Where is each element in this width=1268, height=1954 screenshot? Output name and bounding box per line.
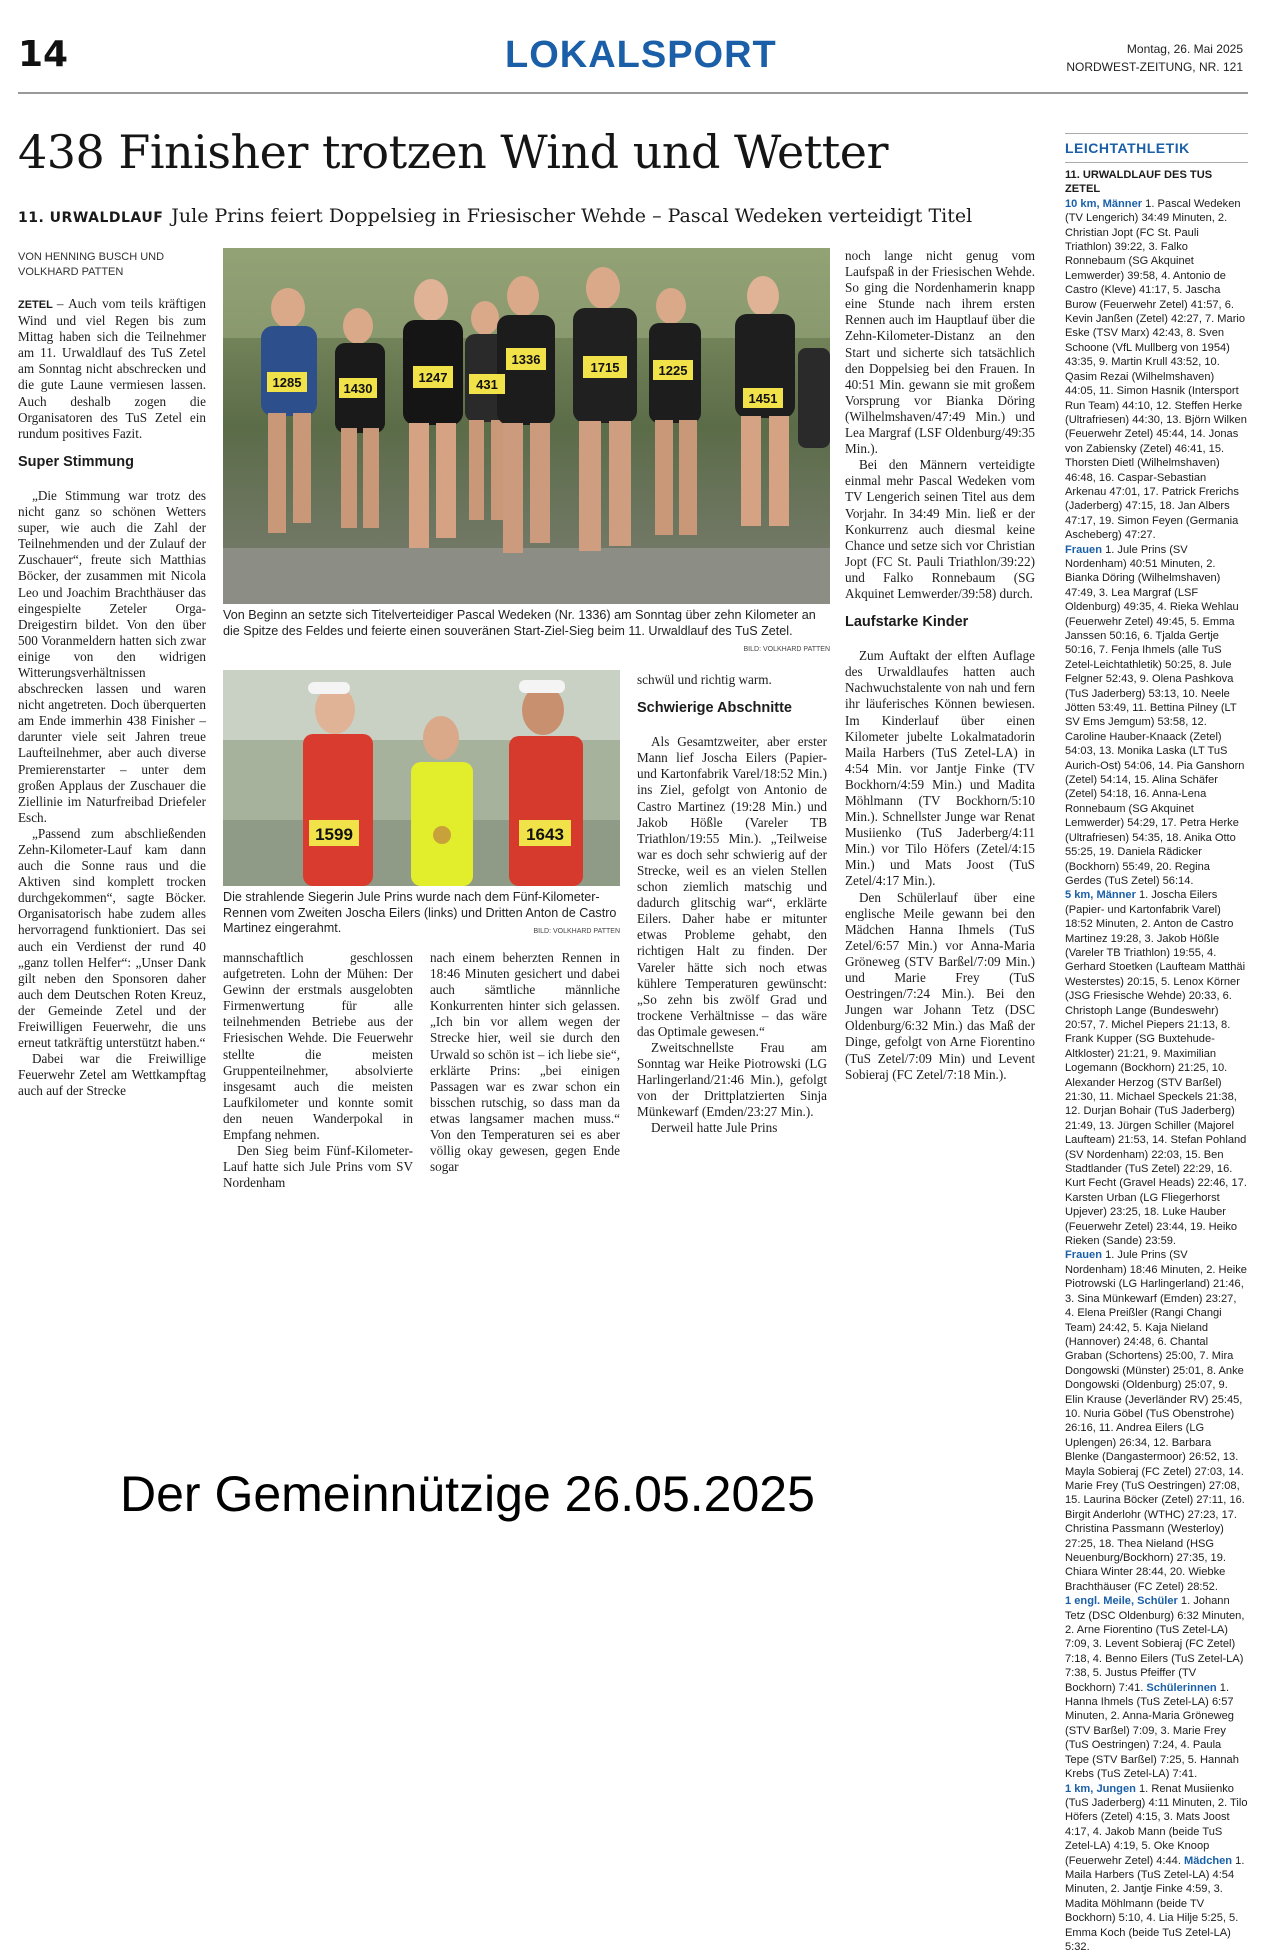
results-category: Frauen (1065, 1249, 1102, 1261)
paragraph: Den Schülerlauf über eine englische Meile gewann bei den Mädchen Hanna Ihmels (TuS Zetel/6:57 Min.) vor Anna-Maria Gröneweg (STV Barßel/7:09 Min.) und Marie Frey (TuS Oestringen/7:24 Min.). Bei den Jungen war Johann Tetz (DSC Oldenburg/6:32 Min.) das Maß der Dinge, gefolgt von Arne Fiorentino (TuS Zetel/7:09 Min) und Levent Sobieraj (FC Zetel/7:18 Min.). (845, 890, 1035, 1083)
results-list (1065, 168, 1248, 1954)
paragraph: ZETEL – Auch vom teils kräftigen Wind und viel Regen bis zum Mittag haben sich die Teilnehmer am 11. Urwaldlauf des TuS Zetel am Sonntag nicht abschrecken und die gute Laune vermiesen lassen. Auch deshalb zogen die Organisatoren des TuS Zetel ein rundum positives Fazit. (18, 296, 206, 442)
results-category: Mädchen (1184, 1855, 1232, 1867)
sidebar-divider (1065, 133, 1248, 134)
photo-runners (223, 248, 830, 604)
article-column-3 (430, 950, 620, 1175)
photo-runners-image (223, 248, 830, 604)
results-block (1065, 1782, 1248, 1954)
paragraph: Den Sieg beim Fünf-Kilometer-Lauf hatte sich Jule Prins vom SV Nordenham (223, 1143, 413, 1191)
photo-credit: BILD: VOLKHARD PATTEN (744, 642, 830, 658)
issue-date: Montag, 26. Mai 2025 (1066, 40, 1243, 58)
paragraph: Derweil hatte Jule Prins (637, 1120, 827, 1136)
article-column-2 (223, 950, 413, 1191)
results-block (1065, 197, 1248, 543)
paragraph: Als Gesamtzweiter, aber erster Mann lief Joscha Eilers (Papier- und Kartonfabrik Varel/18:52 Min.) ins Ziel, gefolgt von Antonio de Castro Martinez (19:28 Min.) und Jakob Hößle (Vareler TB Triathlon/19:55 Min.). „Teilweise war es doch sehr schwierig auf der Strecke, weil es an vielen Stellen schon ziemlich matschig und dadurch glitschig war“, erklärte Eilers. Daher habe er mitunter etwas Probleme gehabt, den richtigen Halt zu finden. Der Vareler hätte sich noch etwas kühlere Temperaturen gewünscht: „So zehn bis zwölf Grad und trockene Verhältnisse – das wäre das Optimale gewesen.“ (637, 734, 827, 1040)
paragraph: Zum Auftakt der elften Auflage des Urwaldlaufes hatten auch Nachwuchstalente von nah und fern ihr läuferisches Können bewiesen. Im Kinderlauf über einen Kilometer jubelte Lokalmatadorin Maila Harbers (TuS Zetel-LA) in 4:54 Min. vor Jantje Finke (TV Bockhorn/4:59 Min.) und Madita Möhlmann (TV Bockhorn/5:10 Min.). Schnellster Junge war Renat Musiienko (TuS Jaderberg/4:11 Min.) vor Tilo Höfers (Zetel/4:15 Min.) und Mats Joost (TuS Zetel/4:17 Min.). (845, 648, 1035, 889)
results-category: Schülerinnen (1146, 1682, 1216, 1694)
article-column-5 (845, 248, 1035, 1083)
page-number: 14 (18, 34, 68, 75)
paragraph: Dabei war die Freiwillige Feuerwehr Zetel am Wettkampftag auch auf der Strecke (18, 1051, 206, 1099)
paragraph: „Die Stimmung war trotz des nicht ganz so schönen Wetters super, wie auch die Zahl der Teilnehmenden und der Zulauf der Zuschauer“, freute sich Matthias Böcker, der zusammen mit Nicola Leo und Joachim Brachthäuser das eingespielte Zeteler Orga-Dreigestirn bildet. Von den über 500 Voranmeldern hatten sich zwar einige von den widrigen Witterungsverhältnissen abschrecken lassen und waren nicht angetreten. Doch überquerten am Ende immerhin 438 Finisher – darunter viele seit Jahren treue Laufteilnehmer, aber auch diverse Premierenstarter – unter dem großen Applaus der Zuschauer die Ziellinie im Naturfreibad Driefeler Esch. (18, 488, 206, 826)
paragraph: Bei den Männern verteidigte einmal mehr Pascal Wedeken vom TV Lengerich seinen Titel aus dem Vorjahr. In 34:49 Min. ließ er der Konkurrenz auch diesmal keine Chance und setze sich vor Christian Jopt (FC St. Pauli Triathlon/39:22) und Falko Ronnebaum (SG Akquinet Lemwerder/39:58) durch. (845, 457, 1035, 602)
results-text: 1. Hanna Ihmels (TuS Zetel-LA) 6:57 Minuten, 2. Anna-Maria Gröneweg (STV Barßel) 7:09, 3. Marie Frey (TuS Oestringen) 7:24, 4. Paula Tepe (STV Barßel) 7:25, 5. Hannah Krebs (TuS Zetel-LA) 7:41. (1065, 1682, 1239, 1780)
results-heading: 11. URWALDLAUF DES TUS ZETEL (1065, 168, 1248, 197)
article-subhead (18, 205, 1028, 227)
results-category: Frauen (1065, 544, 1102, 556)
results-category: 1 engl. Meile, Schüler (1065, 1595, 1178, 1607)
bib-number: 1599 (315, 825, 353, 844)
results-block (1065, 888, 1248, 1248)
subheading-laufstarke-kinder: Laufstarke Kinder (845, 614, 1035, 630)
photo-winners-caption (223, 890, 620, 940)
sidebar-title: LEICHTATHLETIK (1065, 140, 1190, 156)
results-text: 1. Jule Prins (SV Nordenham) 40:51 Minuten, 2. Bianka Döring (Wilhelmshaven) 47:49, 3. Lea Margraf (LSF Oldenburg) 49:35, 4. Rieka Wehlau (Feuerwehr Zetel) 49:45, 5. Emma Janssen 50:16, 6. Tjalda Gertje 50:16, 7. Fenja Ihmels (alle TuS Zetel-Leichtathletik) 50:25, 8. Jule Felgner 52:43, 9. Olena Pashkova (TuS Jaderberg) 53:13, 10. Neele Jötten 53:49, 11. Bettina Pilney (LT SV Ems Jemgum) 53:58, 12. Caroline Hauber-Knaack (Zetel) 54:03, 13. Monika Laska (LT TuS Aurich-Ost) 54:06, 14. Pia Ganshorn (Zetel) 54:14, 15. Alina Schäfer (Zetel) 54:18, 16. Anna-Lena Ronnebaum (SG Akquinet Lemwerder) 54:29, 17. Petra Herke (Ultrafriesen) 54:35, 18. Anika Otto 55:25, 19. Daniela Rädicker (Bockhorn) 55:49, 20. Regina Gerdes (TuS Zetel) 56:14. (1065, 544, 1244, 887)
paragraph: „Passend zum abschließenden Zehn-Kilometer-Lauf kam dann auch die Sonne raus und die Aktiven sind komplett trocken durchgekommen“, sagte Böcker. Organisatorisch habe zudem alles hervorragend funktioniert. Das sei auch ein Verdienst der rund 40 „ganz tollen Helfer“: „Unser Dank gilt neben den Sponsoren daher auch dem Deutschen Roten Kreuz, der Gemeinde Zetel und der Freiwilligen Feuerwehr, die uns erneut tatkräftig unterstützt haben.“ (18, 826, 206, 1051)
bib-number: 1247 (419, 370, 448, 385)
paragraph: nach einem beherzten Rennen in 18:46 Minuten gesichert und dabei auch sämtliche männliche Konkurrenten hinter sich gelassen. „Ich bin vor allem wegen der Strecke hier, weil sie durch den Urwald so schön ist – ich liebe sie“, erklärte Prins: „bei einigen Passagen war es zwar schon ein bisschen rutschig, so dass man da etwas langsamer machen muss.“ Von den Temperaturen sei es aber völlig okay gewesen, gegen Ende sogar (430, 950, 620, 1175)
results-text: 1. Joscha Eilers (Papier- und Kartonfabrik Varel) 18:52 Minuten, 2. Anton de Castro Martinez 19:28, 3. Jakob Hößle (Vareler TB Triathlon) 19:55, 4. Gerhard Stoetken (Laufteam Matthäi Westerstes) 20:15, 5. Lenox Körner (JSG Friesische Wehde) 20:33, 6. Christoph Lange (Bundeswehr) 20:57, 7. Michel Piepers 21:13, 8. Frank Kupper (SG Buxtehude-Altkloster) 21:21, 9. Maximilian Logemann (Bockhorn) 21:25, 10. Alexander Herzog (STV Barßel) 21:30, 11. Michael Speckels 21:38, 12. Durjan Bohair (TuS Jaderberg) 21:49, 13. Jürgen Schiller (Majorel Laufteam) 21:53, 14. Stefan Pohland (SV Nordenham) 22:03, 15. Ben Stadtlander (TuS Zetel) 22:29, 16. Kurt Fecht (Gravel Heads) 22:46, 17. Karsten Urban (LG Fliegerhorst Upjever) 23:25, 18. Luke Hauber (Feuerwehr Zetel) 23:44, 19. Heiko Rieken (Sande) 23:59. (1065, 889, 1247, 1247)
subheading-super-stimmung: Super Stimmung (18, 454, 206, 470)
bib-number: 1336 (512, 352, 541, 367)
paragraph: Zweitschnellste Frau am Sonntag war Heike Piotrowski (LG Harlingerland/21:46 Min.), gefolgt von der Drittplatzierten Sinja Münkewarf (Emden/23:27 Min.). (637, 1040, 827, 1120)
results-text: 1. Jule Prins (SV Nordenham) 18:46 Minuten, 2. Heike Piotrowski (LG Harlingerland) 21:46, 3. Sina Münkewarf (Emden) 23:27, 4. Elena Preißler (Rangi Changi Team) 24:42, 5. Kaja Nieland (Hannover) 24:48, 6. Chantal Graban (Schortens) 25:00, 7. Mira Dongowski (Münster) 25:01, 8. Anke Dongowski (Oldenburg) 25:07, 9. Elin Krause (Jeverländer RV) 25:45, 10. Nuria Göbel (TuS Obenstrohe) 26:16, 11. Andrea Eilers (LG Uplengen) 26:34, 12. Barbara Blenke (Dangastermoor) 26:52, 13. Mayla Sobieraj (FC Zetel) 27:03, 14. Marie Frey (TuS Oestringen) 27:08, 15. Laurina Böcker (Zetel) 27:11, 16. Birgit Anderlohr (WTHC) 27:23, 17. Christina Passmann (Westerloy) 27:25, 18. Thea Nieland (HSG Neuenburg/Bockhorn) 27:35, 19. Chiara Winter 28:44, 20. Wiebke Brachthäuser (FC Zetel) 28:52. (1065, 1249, 1247, 1592)
bib-number: 1225 (659, 363, 688, 378)
section-title: LOKALSPORT (505, 34, 777, 77)
dateline: ZETEL (18, 299, 53, 311)
caption-text: Die strahlende Siegerin Jule Prins wurde nach dem Fünf-Kilometer-Rennen vom Zweiten Joscha Eilers (links) und Dritten Anton de Castro Martinez eingerahmt. (223, 890, 616, 935)
bib-number: 1430 (344, 381, 373, 396)
source-overlay-text: Der Gemeinnützige 26.05.2025 (120, 1465, 815, 1523)
paragraph: mannschaftlich geschlossen aufgetreten. Lohn der Mühen: Der Gewinn der erstmals ausgelobten Firmenwertung für alle teilnehmenden Betriebe aus der Friesischen Wehde. Die Feuerwehr stellte die meisten Gruppenteilnehmer, absolvierte insgesamt auch die meisten Laufkilometer und konnte somit den neuen Wanderpokal in Empfang nehmen. (223, 950, 413, 1143)
sidebar-divider (1065, 162, 1248, 163)
header-divider (18, 92, 1248, 94)
bib-number: 1643 (526, 825, 564, 844)
results-text: 1. Maila Harbers (TuS Zetel-LA) 4:54 Minuten, 2. Jantje Finke 4:59, 3. Madita Möhlmann (beide TV Bockhorn) 5:10, 4. Lia Hilje 5:25, 5. Emma Koch (beide TuS Zetel-LA) 5:32. (1065, 1855, 1244, 1953)
results-category: 1 km, Jungen (1065, 1783, 1136, 1795)
results-block (1065, 1248, 1248, 1594)
article-headline: 438 Finisher trotzen Wind und Wetter (18, 125, 1028, 179)
results-text: 1. Renat Musiienko (TuS Jaderberg) 4:11 Minuten, 2. Tilo Höfers (Zetel) 4:15, 3. Mats Joost 4:17, 4. Jakob Mann (beide TuS Zetel-LA) 4:19, 5. Oke Knoop (Feuerwehr Zetel) 4:44. (1065, 1783, 1248, 1867)
results-text: 1. Pascal Wedeken (TV Lengerich) 34:49 Minuten, 2. Christian Jopt (FC St. Pauli Triathlon) 39:22, 3. Falko Ronnebaum (SG Akquinet Lemwerder) 39:58, 4. Antonio de Castro (Kleve) 41:17, 5. Jascha Burow (Feuerwehr Zetel) 41:57, 6. Kevin Janßen (Zetel) 42:27, 7. Mario Eske (TSV Marx) 42:43, 8. Sven Schoone (VfL Mullberg von 1954) 43:35, 9. Martin Krull 43:52, 10. Qasim Rezai (Wilhelmshaven) 44:05, 11. Simon Hasnik (Intersport Run Team) 44:10, 12. Steffen Herke (Ultrafriesen) 44:30, 13. Björn Wilken (Feuerwehr Zetel) 45:44, 14. Jonas von Zabiensky (Zetel) 46:41, 15. Thorsten Dietl (Wilhelmshaven) 46:48, 16. Caspar-Sebastian Arkenau 47:01, 17. Patrick Frerichs (Jaderberg) 47:15, 18. Jan Albers 47:17, 19. Simon Feyen (Germania Ascheberg) 47:27. (1065, 198, 1247, 541)
results-block (1065, 543, 1248, 889)
article-column-4 (637, 672, 827, 1137)
paragraph: noch lange nicht genug vom Laufspaß in der Friesischen Wehde. So ging die Nordenhamerin knapp eine Stunde nach ihrem ersten Rennen auch im Hauptlauf über die Zehn-Kilometer-Distanz an den Start und sicherte sich tatsächlich den Doppelsieg bei den Frauen. In 40:51 Min. gewann sie mit großem Vorsprung vor Bianka Döring (Wilhelmshaven/47:49 Min.) und Lea Margraf (LSF Oldenburg/49:35 Min.). (845, 248, 1035, 457)
photo-runners-caption (223, 608, 830, 658)
article-column-1 (18, 296, 206, 1100)
article-kicker: 11. URWALDLAUF (18, 210, 163, 226)
article-authors: VON HENNING BUSCH UND VOLKHARD PATTEN (18, 250, 188, 280)
results-block (1065, 1594, 1248, 1781)
photo-winners (223, 670, 620, 886)
bib-number: 1285 (273, 375, 302, 390)
bib-number: 1451 (749, 391, 778, 406)
caption-text: Von Beginn an setzte sich Titelverteidiger Pascal Wedeken (Nr. 1336) am Sonntag über zehn Kilometer an die Spitze des Feldes und feierte einen souveränen Start-Ziel-Sieg beim 11. Urwaldlauf des TuS Zetel. (223, 608, 816, 638)
paper-name: NORDWEST-ZEITUNG, NR. 121 (1066, 58, 1243, 76)
subheading-schwierige-abschnitte: Schwierige Abschnitte (637, 700, 827, 716)
subhead-text: Jule Prins feiert Doppelsieg in Friesischer Wehde – Pascal Wedeken verteidigt Titel (171, 205, 972, 227)
photo-winners-image (223, 670, 620, 886)
bib-number: 1715 (591, 360, 620, 375)
results-text: 1. Johann Tetz (DSC Oldenburg) 6:32 Minuten, 2. Arne Fiorentino (TuS Zetel-LA) 7:09, 3. Levent Sobieraj (FC Zetel) 7:18, 4. Benno Eilers (TuS Zetel-LA) 7:38, 5. Justus Pfeiffer (TV Bockhorn) 7:41. (1065, 1595, 1244, 1693)
photo-credit: BILD: VOLKHARD PATTEN (534, 924, 620, 940)
bib-number: 431 (476, 377, 498, 392)
results-category: 10 km, Männer (1065, 198, 1142, 210)
results-category: 5 km, Männer (1065, 889, 1136, 901)
issue-info (1066, 40, 1243, 76)
paragraph: schwül und richtig warm. (637, 672, 827, 688)
